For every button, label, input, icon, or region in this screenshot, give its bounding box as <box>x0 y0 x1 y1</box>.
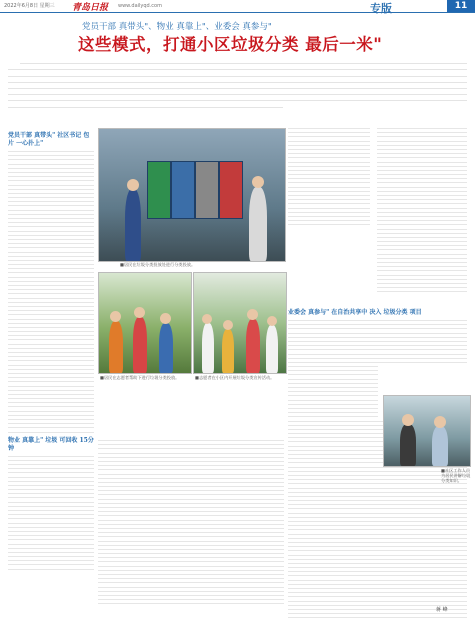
page-header <box>0 0 475 13</box>
issue-date: 2022年6月8日 星期三 <box>4 3 55 9</box>
masthead-logo: 青岛日报 <box>72 3 109 13</box>
website-url: www.dailyqd.com <box>118 3 162 9</box>
article-column-3 <box>377 128 467 288</box>
photo-caption-1: ■居民在垃圾分类投放处进行分类投放。 <box>120 262 196 267</box>
article-column-1 <box>8 128 94 608</box>
article-kicker: 党员干部 真带头"、物业 真靠上"、业委会 真参与" <box>82 22 272 32</box>
section-heading-3: 业委会 真参与" 在自治共享中 决入 垃圾分类 项目 <box>288 309 422 316</box>
article-column-5 <box>98 440 284 610</box>
section-heading-1: 党员干部 真带头" 社区书记 包片 一心扑上" <box>8 132 90 147</box>
section-heading-2: 物业 真靠上" 垃圾 可回收 15分钟 <box>8 436 94 452</box>
photo-staff-explaining <box>383 395 471 467</box>
page-number: 11 <box>447 0 475 12</box>
photo-garbage-sorting-station <box>98 128 286 262</box>
lead-paragraph <box>8 58 467 118</box>
article-author: 蒋 峰 <box>436 607 448 613</box>
section-title: 专版 <box>370 2 392 15</box>
photo-volunteers <box>98 272 192 374</box>
photo-caption-2: ■居民在志愿者帮助下进行垃圾分类投放。 <box>100 375 180 380</box>
article-column-2 <box>288 128 370 238</box>
article-headline: 这些模式，打通小区垃圾分类 最后一米" <box>78 35 383 54</box>
photo-caption-4: ■社区工作人员为居民讲解垃圾分类知识。 <box>441 468 471 483</box>
photo-caption-3: ■志愿者在小区内开展垃圾分类宣传活动。 <box>195 375 275 380</box>
photo-community-event <box>193 272 287 374</box>
